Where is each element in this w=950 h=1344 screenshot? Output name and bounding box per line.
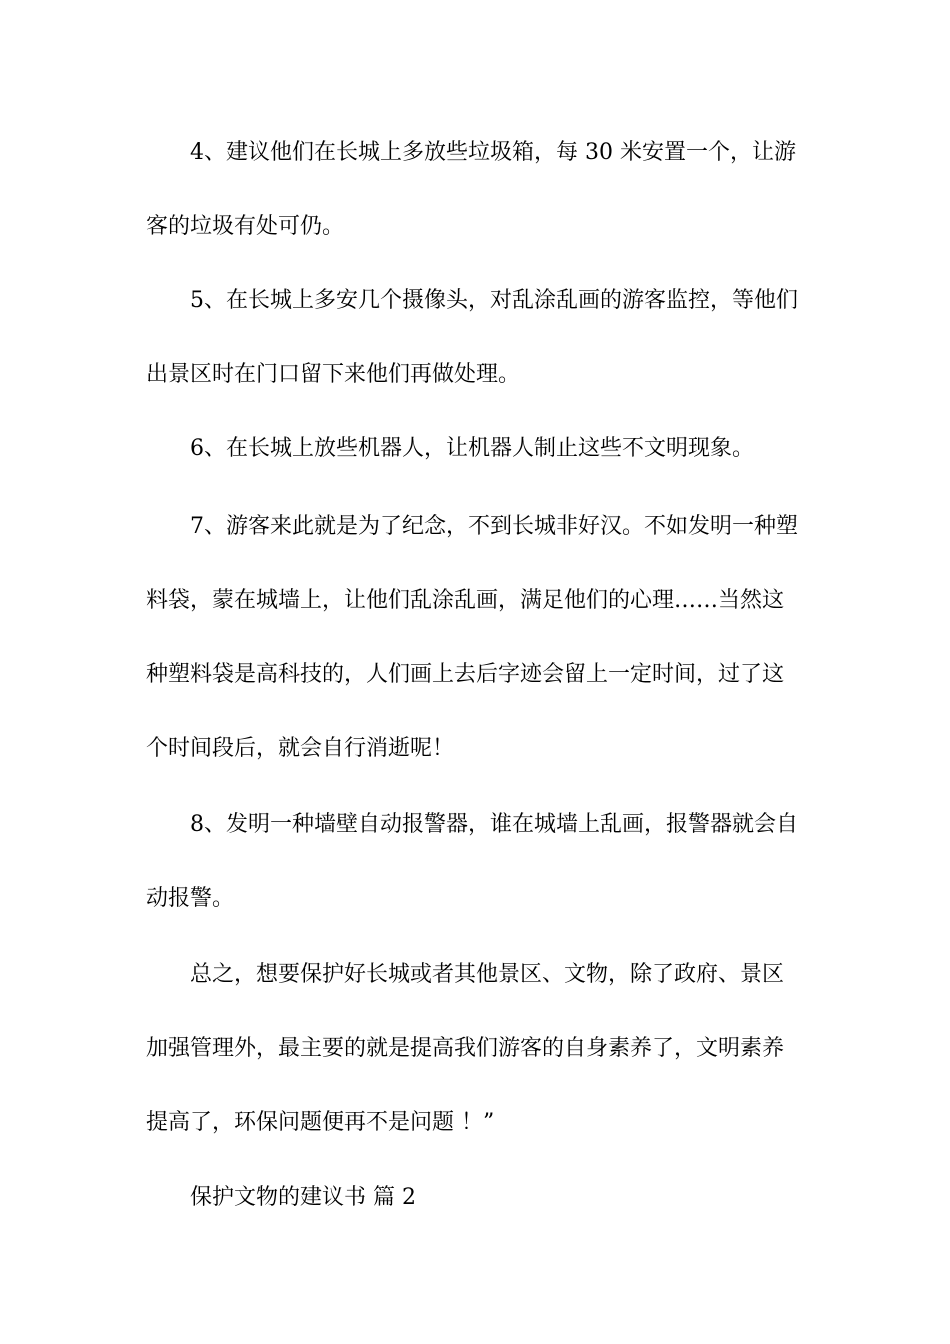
paragraph-6-line-1: 6、在长城上放些机器人，让机器人制止这些不文明现象。 [190, 436, 754, 461]
section-heading: 保护文物的建议书 篇 2 [190, 1185, 416, 1210]
conclusion-line-2: 加强管理外，最主要的就是提高我们游客的自身素养了，文明素养 [146, 1036, 785, 1061]
conclusion-line-3: 提高了，环保问题便再不是问题 ！” [146, 1110, 495, 1135]
paragraph-4-line-1: 4、建议他们在长城上多放些垃圾箱，每 30 米安置一个，让游 [190, 140, 796, 165]
paragraph-7-line-1: 7、游客来此就是为了纪念，不到长城非好汉。不如发明一种塑 [190, 514, 798, 539]
conclusion-line-1: 总之，想要保护好长城或者其他景区、文物，除了政府、景区 [190, 962, 785, 987]
paragraph-7-line-4: 个时间段后，就会自行消逝呢！ [146, 736, 455, 761]
paragraph-4-line-2: 客的垃圾有处可仍。 [146, 214, 345, 239]
paragraph-5-line-1: 5、在长城上多安几个摄像头，对乱涂乱画的游客监控，等他们 [190, 288, 798, 313]
paragraph-8-line-1: 8、发明一种墙壁自动报警器，谁在城墙上乱画，报警器就会自 [190, 812, 798, 837]
paragraph-5-line-2: 出景区时在门口留下来他们再做处理。 [146, 362, 521, 387]
paragraph-7-line-2: 料袋，蒙在城墙上，让他们乱涂乱画，满足他们的心理……当然这 [146, 588, 785, 613]
paragraph-7-line-3: 种塑料袋是高科技的，人们画上去后字迹会留上一定时间，过了这 [146, 662, 785, 687]
paragraph-8-line-2: 动报警。 [146, 886, 235, 911]
